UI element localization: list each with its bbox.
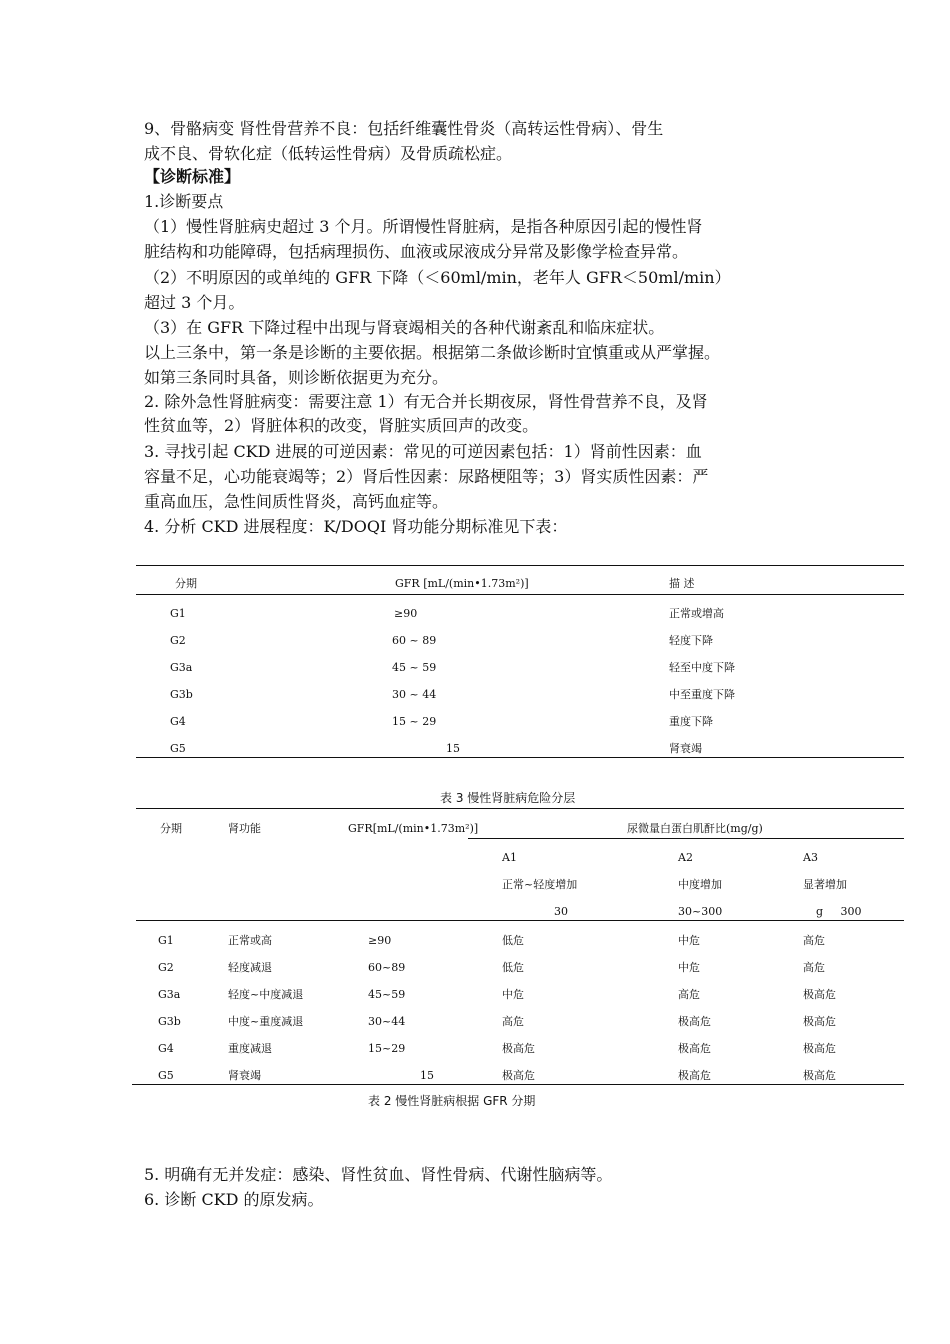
- cell-gfr: 60 ~ 89: [392, 634, 437, 647]
- text-line: （2）不明原因的或单纯的 GFR 下降（＜60ml/min，老年人 GFR＜50ml/min）: [144, 268, 731, 287]
- cell-stage: G4: [158, 1042, 174, 1055]
- text-line: 性贫血等，2）肾脏体积的改变，肾脏实质回声的改变。: [144, 416, 539, 435]
- cell-desc: 正常或增高: [669, 607, 724, 620]
- paragraph-4: 4. 分析 CKD 进展程度：K/DOQI 肾功能分期标准见下表：: [144, 517, 568, 536]
- subheader-range: g 300: [816, 905, 862, 918]
- cell-a3: 极高危: [803, 1015, 836, 1028]
- subheader-code: A2: [678, 851, 693, 864]
- cell-a3: 极高危: [803, 1069, 836, 1082]
- cell-a1: 极高危: [502, 1069, 535, 1082]
- text-line: 以上三条中，第一条是诊断的主要依据。根据第二条做诊断时宜慎重或从严掌握。: [144, 343, 721, 362]
- header-rule: [136, 920, 904, 921]
- cell-stage: G1: [158, 934, 174, 947]
- cell-a2: 极高危: [678, 1015, 711, 1028]
- header-stage: 分期: [160, 822, 182, 835]
- cell-stage: G3b: [158, 1015, 181, 1028]
- cell-a1: 低危: [502, 961, 524, 974]
- cell-gfr: ≥90: [368, 934, 392, 947]
- text-line: 2. 除外急性肾脏病变：需要注意 1）有无合并长期夜尿，肾性骨营养不良，及肾: [144, 392, 708, 411]
- subheader-code: A3: [803, 851, 818, 864]
- header-rule: [136, 594, 904, 595]
- cell-a1: 低危: [502, 934, 524, 947]
- cell-gfr: 15: [446, 742, 460, 755]
- text-line: 超过 3 个月。: [144, 293, 245, 312]
- cell-gfr: 30 ~ 44: [392, 688, 437, 701]
- cell-a3: 极高危: [803, 1042, 836, 1055]
- cell-a3: 极高危: [803, 988, 836, 1001]
- header-desc: 描 述: [669, 577, 695, 590]
- cell-gfr: 15 ~ 29: [392, 715, 437, 728]
- table-top-rule: [136, 808, 904, 809]
- cell-desc: 轻度下降: [669, 634, 713, 647]
- cell-a1: 极高危: [502, 1042, 535, 1055]
- table-bottom-rule: [132, 1084, 904, 1085]
- cell-stage: G5: [170, 742, 186, 755]
- cell-func: 轻度减退: [228, 961, 272, 974]
- subheader-label: 正常~轻度增加: [502, 878, 578, 891]
- text-line: 重高血压，急性间质性肾炎，高钙血症等。: [144, 492, 449, 511]
- cell-desc: 轻至中度下降: [669, 661, 735, 674]
- cell-stage: G2: [158, 961, 174, 974]
- cell-stage: G1: [170, 607, 186, 620]
- cell-stage: G3b: [170, 688, 193, 701]
- acr-group-rule: [468, 838, 904, 839]
- cell-stage: G4: [170, 715, 186, 728]
- cell-gfr: 45 ~ 59: [392, 661, 437, 674]
- cell-gfr: 45~59: [368, 988, 406, 1001]
- cell-a2: 中危: [678, 961, 700, 974]
- cell-func: 正常或高: [228, 934, 272, 947]
- section-title: 【诊断标准】: [144, 167, 241, 186]
- text-line: （3）在 GFR 下降过程中出现与肾衰竭相关的各种代谢紊乱和临床症状。: [144, 318, 665, 337]
- subheader-label: 显著增加: [803, 878, 847, 891]
- subheader-range: 30~300: [678, 905, 723, 918]
- cell-gfr: ≥90: [394, 607, 418, 620]
- cell-func: 中度~重度减退: [228, 1015, 304, 1028]
- cell-stage: G5: [158, 1069, 174, 1082]
- cell-a2: 高危: [678, 988, 700, 1001]
- table-top-rule: [136, 565, 904, 566]
- cell-func: 重度减退: [228, 1042, 272, 1055]
- cell-a2: 极高危: [678, 1069, 711, 1082]
- subheader-range: 30: [554, 905, 568, 918]
- paragraph-6: 6. 诊断 CKD 的原发病。: [144, 1190, 324, 1209]
- header-func: 肾功能: [228, 822, 261, 835]
- cell-a2: 中危: [678, 934, 700, 947]
- text-line: 容量不足，心功能衰竭等；2）肾后性因素：尿路梗阻等；3）肾实质性因素：严: [144, 467, 709, 486]
- cell-a3: 高危: [803, 961, 825, 974]
- cell-stage: G3a: [158, 988, 181, 1001]
- cell-desc: 重度下降: [669, 715, 713, 728]
- header-stage: 分期: [175, 577, 197, 590]
- header-gfr: GFR [mL/(min•1.73m²)]: [395, 577, 529, 590]
- cell-gfr: 30~44: [368, 1015, 406, 1028]
- text-line: （1）慢性肾脏病史超过 3 个月。所谓慢性肾脏病，是指各种原因引起的慢性肾: [144, 217, 703, 236]
- text-line: 3. 寻找引起 CKD 进展的可逆因素：常见的可逆因素包括：1）肾前性因素：血: [144, 442, 702, 461]
- cell-gfr: 15~29: [368, 1042, 406, 1055]
- subheader-code: A1: [502, 851, 517, 864]
- text-line: 成不良、骨软化症（低转运性骨病）及骨质疏松症。: [144, 144, 513, 163]
- cell-desc: 肾衰竭: [669, 742, 702, 755]
- cell-stage: G2: [170, 634, 186, 647]
- subheader-label: 中度增加: [678, 878, 722, 891]
- header-gfr: GFR[mL/(min•1.73m²)]: [348, 822, 479, 835]
- cell-gfr: 60~89: [368, 961, 406, 974]
- cell-a1: 高危: [502, 1015, 524, 1028]
- paragraph-5: 5. 明确有无并发症：感染、肾性贫血、肾性骨病、代谢性脑病等。: [144, 1165, 613, 1184]
- cell-func: 轻度~中度减退: [228, 988, 304, 1001]
- text-line: 脏结构和功能障碍，包括病理损伤、血液或尿液成分异常及影像学检查异常。: [144, 242, 689, 261]
- header-acr: 尿微量白蛋白肌酐比(mg/g): [627, 822, 763, 835]
- table-caption-bottom: 表 2 慢性肾脏病根据 GFR 分期: [368, 1094, 536, 1108]
- cell-stage: G3a: [170, 661, 193, 674]
- sub-title: 1.诊断要点: [144, 192, 224, 211]
- cell-desc: 中至重度下降: [669, 688, 735, 701]
- text-line: 如第三条同时具备，则诊断依据更为充分。: [144, 368, 449, 387]
- table-caption-top: 表 3 慢性肾脏病危险分层: [440, 791, 576, 805]
- cell-a3: 高危: [803, 934, 825, 947]
- table-bottom-rule: [136, 757, 904, 758]
- text-line: 9、骨骼病变 肾性骨营养不良：包括纤维囊性骨炎（高转运性骨病）、骨生: [144, 119, 664, 138]
- cell-a2: 极高危: [678, 1042, 711, 1055]
- cell-a1: 中危: [502, 988, 524, 1001]
- cell-func: 肾衰竭: [228, 1069, 261, 1082]
- cell-gfr: 15: [420, 1069, 434, 1082]
